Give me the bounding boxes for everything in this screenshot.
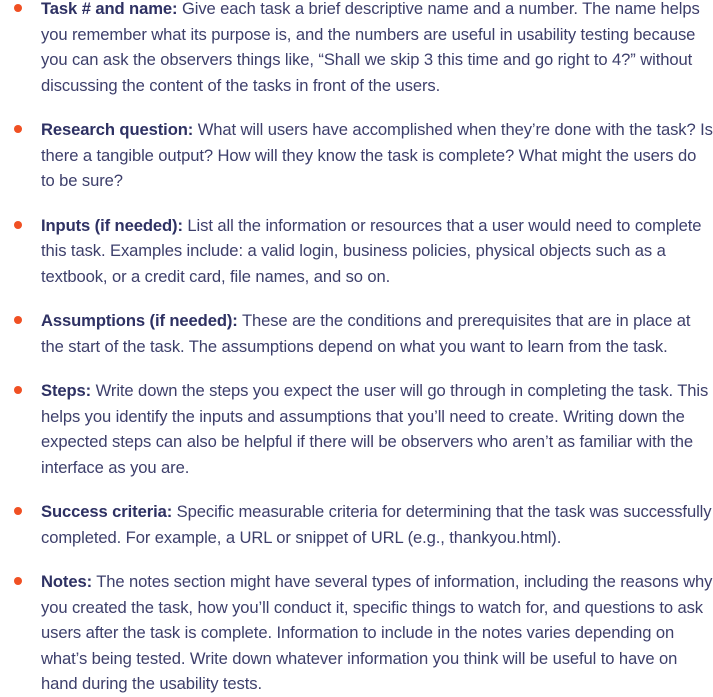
list-item [0, 308, 713, 359]
list-item-description: The notes section might have several types of information, including the reasons why you created the task, how you’ll conduct it, specific things to watch for, and questions to ask users after the task is complete. Information to include in the notes varies depending on what’s being tested. Write down whatever information you think will be useful to have on hand during the usability tests. [41, 572, 713, 693]
list-item-description: What will users have accomplished when they’re done with the task? Is there a tangible output? How will they know the task is complete? What might the users do to be sure? [41, 120, 713, 190]
list-item-text [41, 381, 708, 477]
list-item-text [41, 120, 713, 190]
list-item-text [41, 0, 700, 95]
list-item [0, 499, 713, 550]
bullet-dot-icon [14, 125, 22, 133]
list-item-description: Specific measurable criteria for determining that the task was successfully completed. For example, a URL or snippet of URL (e.g., thankyou.html). [41, 502, 712, 547]
list-item-term: Steps: [41, 381, 92, 400]
list-item-text [41, 311, 690, 356]
bullet-dot-icon [14, 316, 22, 324]
list-item-description: Give each task a brief descriptive name and a number. The name helps you remember what its purpose is, and the numbers are useful in usability testing because you can ask the observers things like, “Shall we skip 3 this time and go right to 4?” without discussing the content of the tasks in front of the users. [41, 0, 700, 95]
list-item-description: These are the conditions and prerequisites that are in place at the start of the task. The assumptions depend on what you want to learn from the task. [41, 311, 691, 356]
list-item-term: Assumptions (if needed): [41, 311, 238, 330]
bullet-dot-icon [14, 577, 22, 585]
list-item [0, 0, 713, 98]
list-item-text [41, 216, 701, 286]
list-item [0, 378, 713, 480]
list-item-term: Task # and name: [41, 0, 178, 18]
bullet-dot-icon [14, 507, 22, 515]
list-item-description: List all the information or resources that a user would need to complete this task. Examples include: a valid login, business policies, physical objects such as a textbook, or a credit card, file names, and so on. [41, 215, 702, 286]
bullet-dot-icon [14, 386, 22, 394]
list-item-term: Notes: [41, 572, 93, 591]
list-item-term: Research question: [41, 120, 194, 139]
list-item-term: Success criteria: [41, 502, 173, 521]
list-item-term: Inputs (if needed): [41, 215, 183, 235]
list-item-text [41, 502, 711, 547]
list-item-text [41, 572, 712, 693]
list-item-description: Write down the steps you expect the user will go through in completing the task. This helps you identify the inputs and assumptions that you’ll need to create. Writing down the expected steps can also be helpful if there will be observers who aren’t as familiar with the interface as you are. [41, 381, 709, 477]
bullet-dot-icon [14, 4, 22, 12]
list-item [0, 213, 713, 290]
list-item [0, 569, 713, 697]
bullet-dot-icon [14, 221, 22, 229]
list-item [0, 117, 713, 194]
